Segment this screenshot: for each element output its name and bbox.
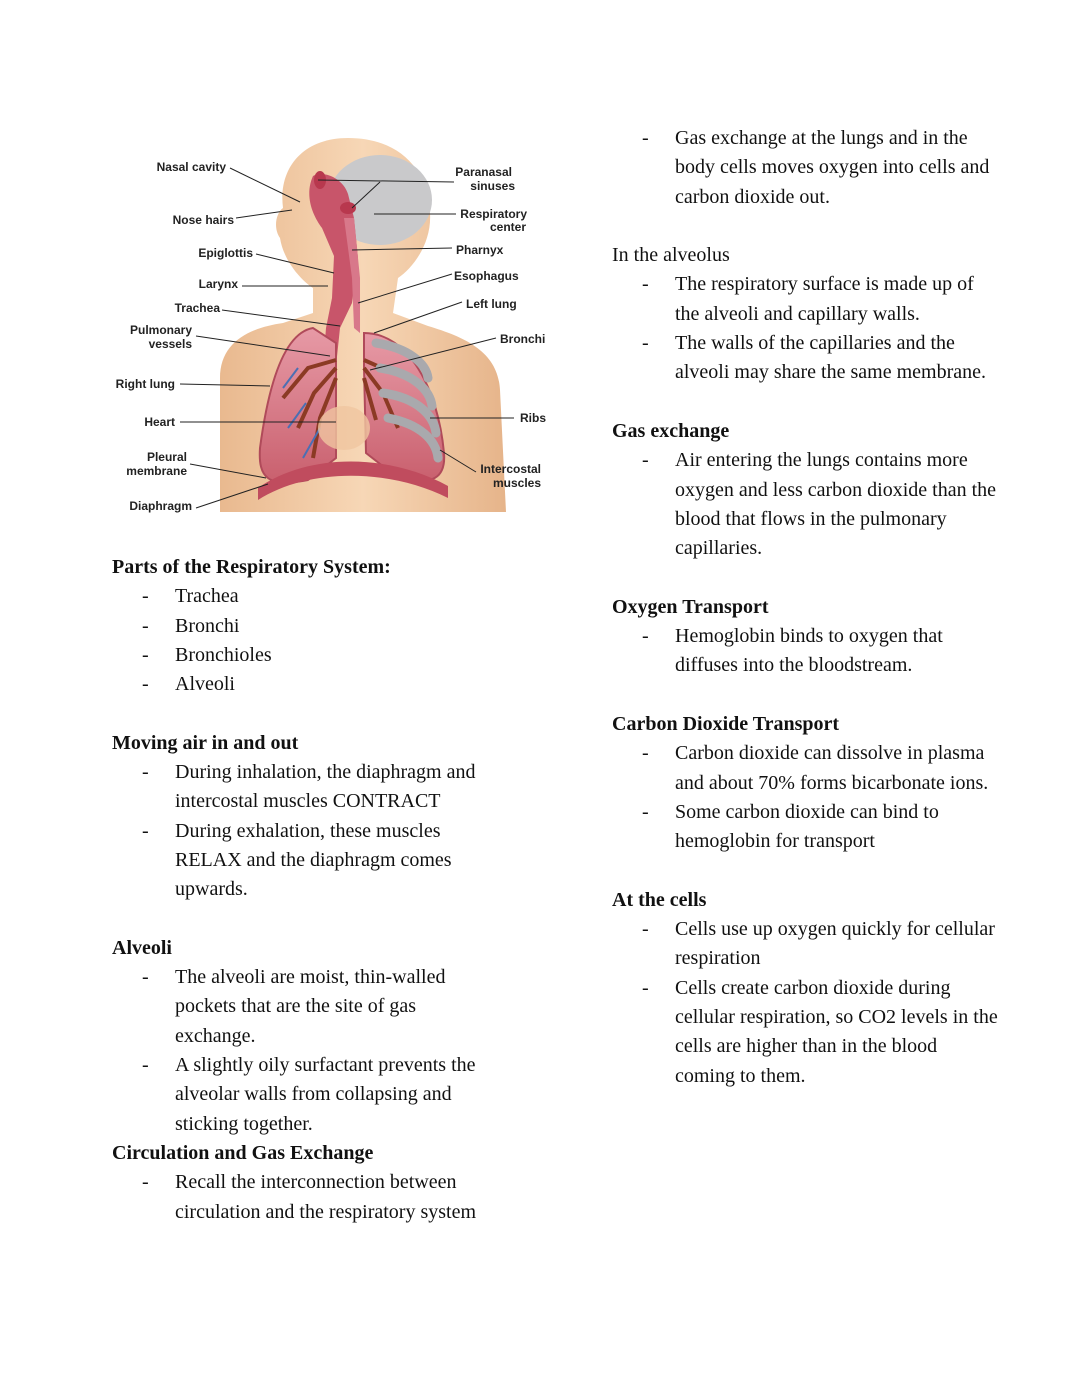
label-heart: Heart: [144, 415, 175, 429]
oxygen-transport-heading: Oxygen Transport: [612, 595, 769, 618]
gas-exchange-heading: Gas exchange: [612, 419, 730, 442]
label-intercostal-line2: muscles: [492, 476, 541, 490]
left-column: [112, 553, 532, 1227]
label-epiglottis: Epiglottis: [198, 246, 253, 260]
label-pharnyx: Pharnyx: [456, 243, 504, 257]
heart-shape: [318, 406, 370, 450]
list-item: - Carbon dioxide can dissolve in plasma and about 70% forms bicarbonate ions.: [642, 742, 989, 794]
label-right-lung: Right lung: [115, 377, 175, 391]
label-left-lung: Left lung: [466, 297, 517, 311]
list-item: - Some carbon dioxide can bind to hemoglobin for transport: [642, 800, 939, 853]
right-column: [612, 124, 1042, 1091]
circulation-heading: Circulation and Gas Exchange: [112, 1141, 374, 1164]
list-item: - Air entering the lungs contains more oxygen and less carbon dioxide than the blood that flows in the pulmonary capillaries.: [642, 449, 997, 560]
label-paranasal-line1: Paranasal: [455, 165, 512, 179]
list-item: - Hemoglobin binds to oxygen that diffuses into the bloodstream.: [642, 625, 943, 677]
label-intercostal-line1: Intercostal: [480, 462, 541, 476]
alveoli-heading: Alveoli: [112, 936, 172, 959]
label-paranasal-line2: sinuses: [470, 179, 515, 193]
label-larynx: Larynx: [198, 277, 238, 291]
list-item: - Alveoli: [142, 673, 235, 696]
list-item: - Bronchi: [142, 614, 240, 637]
list-item: - The respiratory surface is made up of the alveoli and capillary walls.: [642, 273, 974, 325]
label-trachea: Trachea: [174, 301, 220, 315]
label-diaphragm: Diaphragm: [129, 499, 192, 513]
label-bronchi: Bronchi: [500, 332, 546, 346]
moving-air-heading: Moving air in and out: [112, 731, 299, 754]
respiratory-system-diagram: [108, 128, 556, 520]
label-respiratory-line2: center: [489, 220, 526, 234]
label-pleural-line2: membrane: [126, 464, 187, 478]
list-item: - During exhalation, these muscles RELAX and the diaphragm comes upwards.: [142, 819, 452, 901]
parts-heading: Parts of the Respiratory System:: [112, 556, 391, 578]
label-ribs: Ribs: [520, 411, 547, 425]
list-item: - Recall the interconnection between circulation and the respiratory system: [142, 1171, 477, 1223]
co2-transport-heading: Carbon Dioxide Transport: [612, 712, 840, 735]
list-item: - Gas exchange at the lungs and in the body cells moves oxygen into cells and carbon dioxide out.: [642, 127, 990, 208]
label-nose-hairs: Nose hairs: [172, 213, 234, 227]
label-esophagus: Esophagus: [454, 269, 519, 283]
list-item: - Cells create carbon dioxide during cellular respiration, so CO2 levels in the cells are higher than in the blood coming to them.: [642, 976, 998, 1087]
list-item: - A slightly oily surfactant prevents the alveolar walls from collapsing and sticking together.: [142, 1054, 476, 1135]
label-pulmonary-line1: Pulmonary: [129, 323, 192, 337]
list-item: - Trachea: [142, 585, 239, 608]
list-item: - During inhalation, the diaphragm and intercostal muscles CONTRACT: [142, 761, 476, 813]
list-item: - Bronchioles: [142, 643, 272, 666]
list-item: - Cells use up oxygen quickly for cellular respiration: [642, 918, 995, 970]
label-pulmonary-line2: vessels: [148, 337, 192, 351]
label-pleural-line1: Pleural: [146, 450, 187, 464]
alveolus-heading: In the alveolus: [612, 244, 730, 267]
at-the-cells-heading: At the cells: [612, 888, 707, 911]
label-nasal-cavity: Nasal cavity: [156, 160, 226, 174]
list-item: - The alveoli are moist, thin-walled pockets that are the site of gas exchange.: [142, 966, 446, 1047]
label-respiratory-line1: Respiratory: [460, 207, 527, 221]
list-item: - The walls of the capillaries and the alveoli may share the same membrane.: [642, 332, 986, 384]
